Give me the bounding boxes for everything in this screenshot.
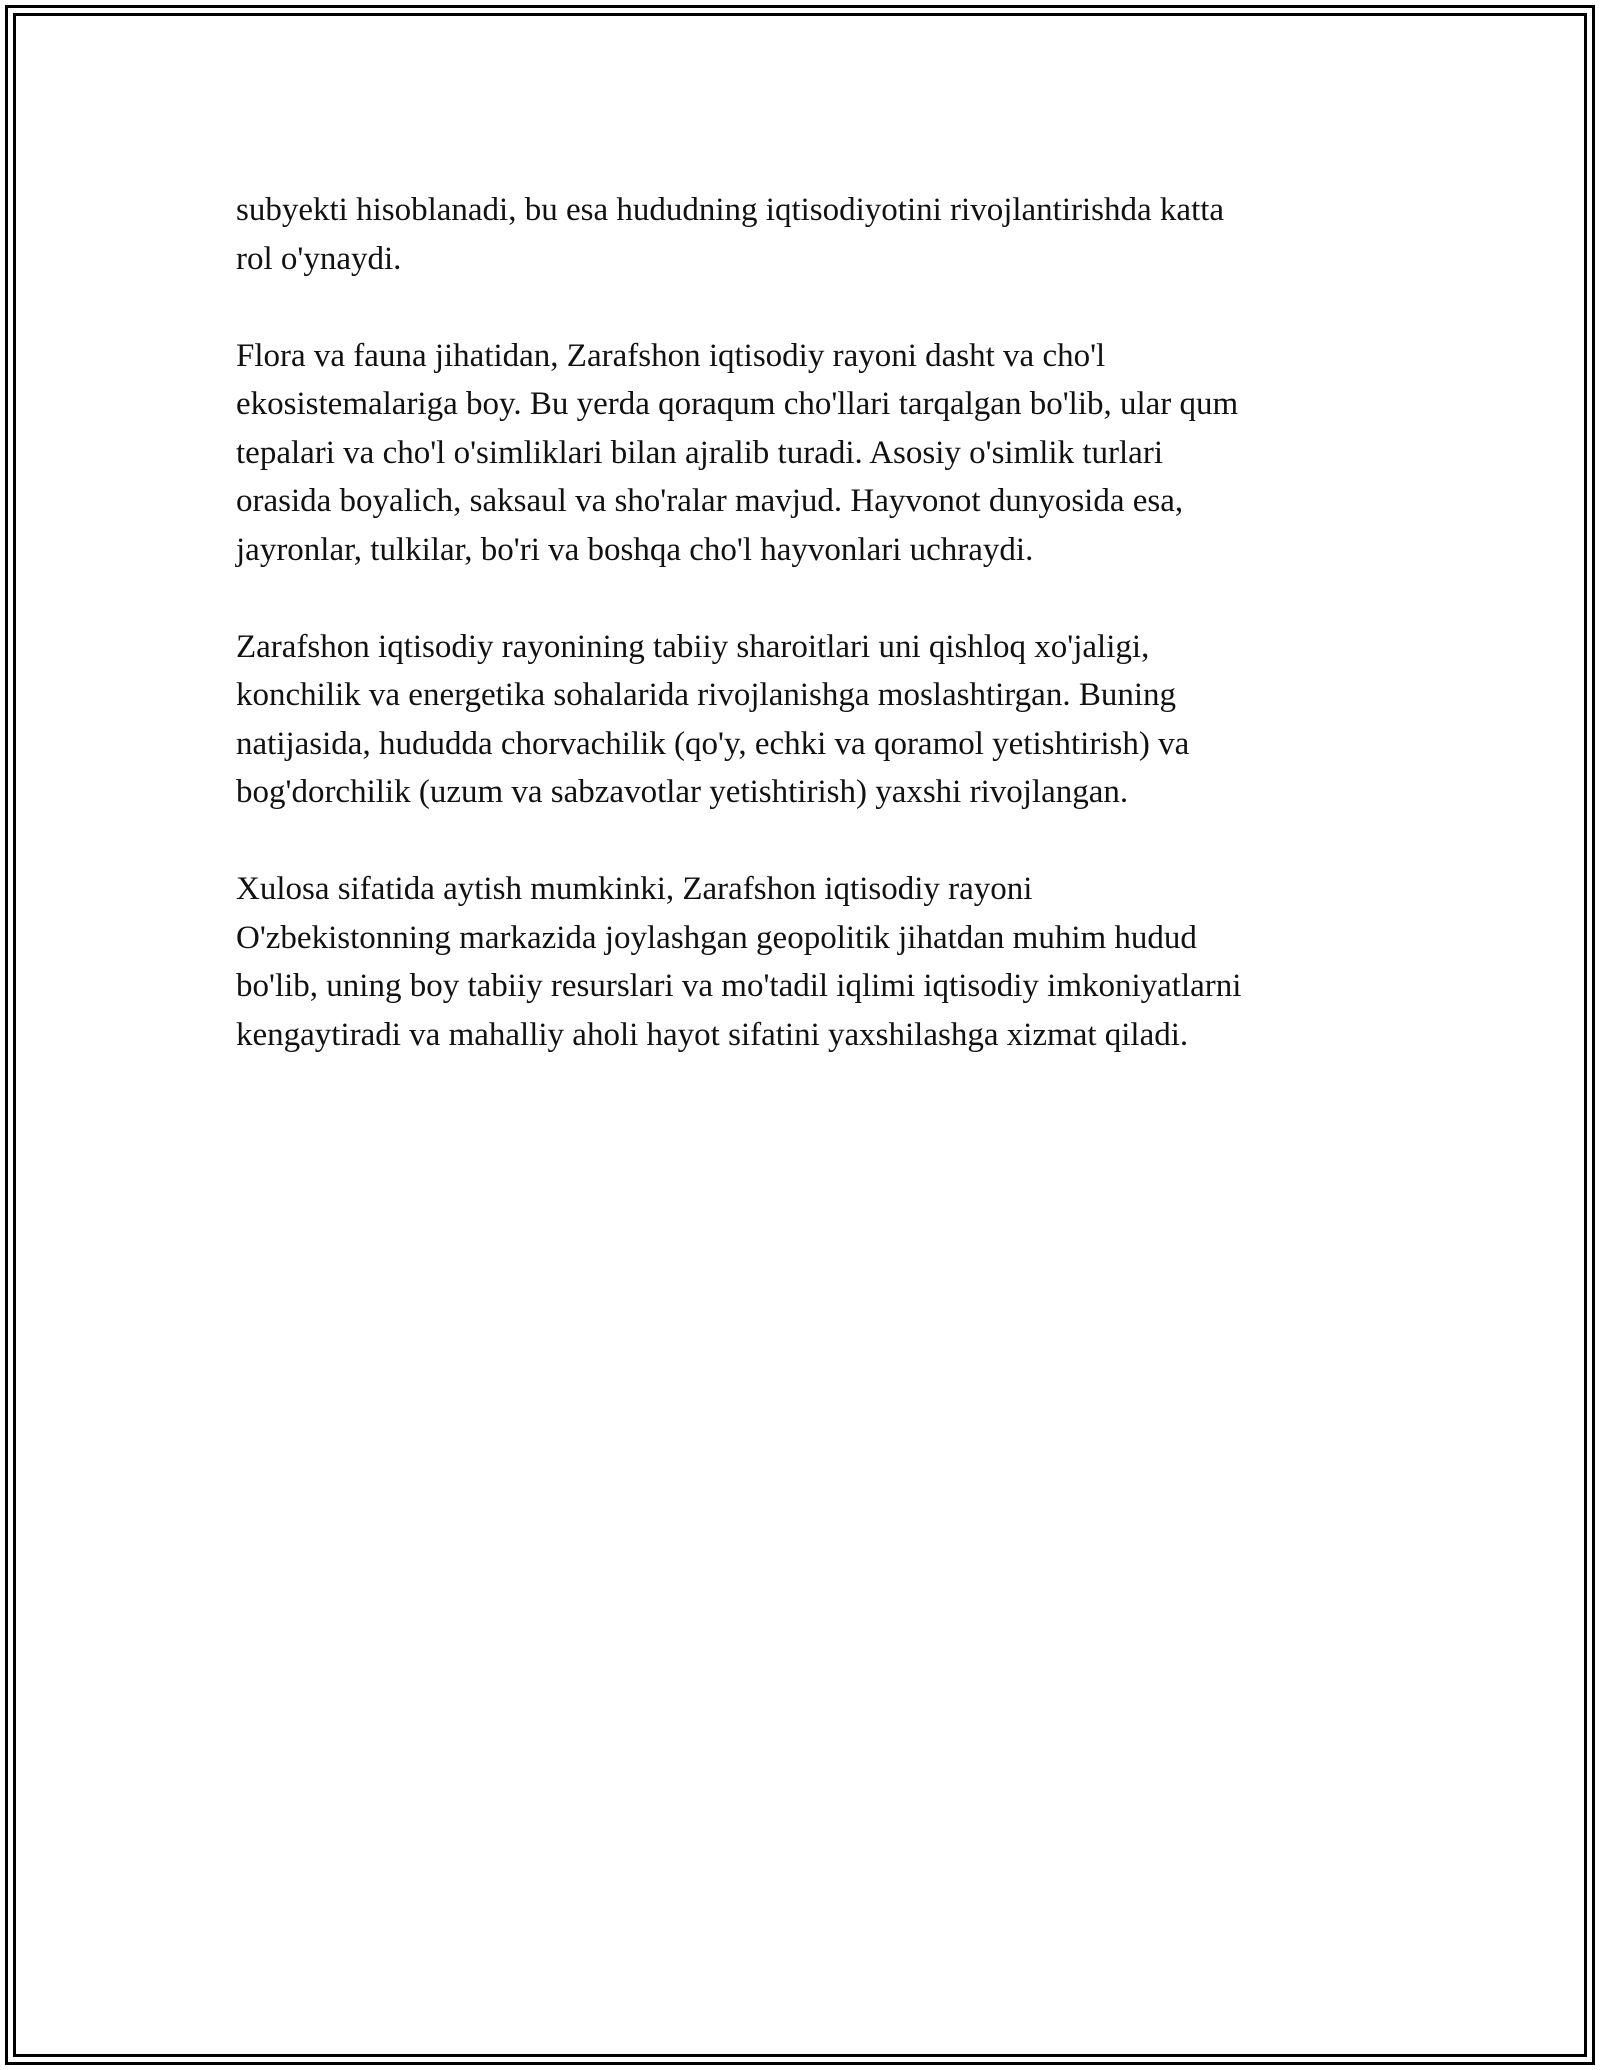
document-body xyxy=(236,186,1366,1108)
paragraph-2: Flora va fauna jihatidan, Zarafshon iqtisodiy rayoni dasht va cho'l ekosistemalariga boy. Bu yerda qoraqum cho'llari tarqalgan bo'lib, ular qum tepalari va cho'l o'simliklari bilan ajralib turadi. Asosiy o'simlik turlari orasida boyalich, saksaul va sho'ralar mavjud. Hayvonot dunyosida esa, jayronlar, tulkilar, bo'ri va boshqa cho'l hayvonlari uchraydi. xyxy=(236,337,1239,568)
paragraph-1: subyekti hisoblanadi, bu esa hududning iqtisodiyotini rivojlantirishda katta rol o'ynaydi. xyxy=(236,192,1225,277)
paragraph-4: Xulosa sifatida aytish mumkinki, Zarafshon iqtisodiy rayoni O'zbekistonning markazida joylashgan geopolitik jihatdan muhim hudud bo'lib, uning boy tabiiy resurslari va mo'tadil iqlimi iqtisodiy imkoniyatlarni kengaytiradi va mahalliy aholi hayot sifatini yaxshilashga xizmat qiladi. xyxy=(236,871,1242,1053)
paragraph-3: Zarafshon iqtisodiy rayonining tabiiy sharoitlari uni qishloq xo'jaligi, konchilik va energetika sohalarida rivojlanishga moslashtirgan. Buning natijasida, hududda chorvachilik (qo'y, echki va qoramol yetishtirish) va bog'dorchilik (uzum va sabzavotlar yetishtirish) yaxshi rivojlangan. xyxy=(236,628,1190,810)
